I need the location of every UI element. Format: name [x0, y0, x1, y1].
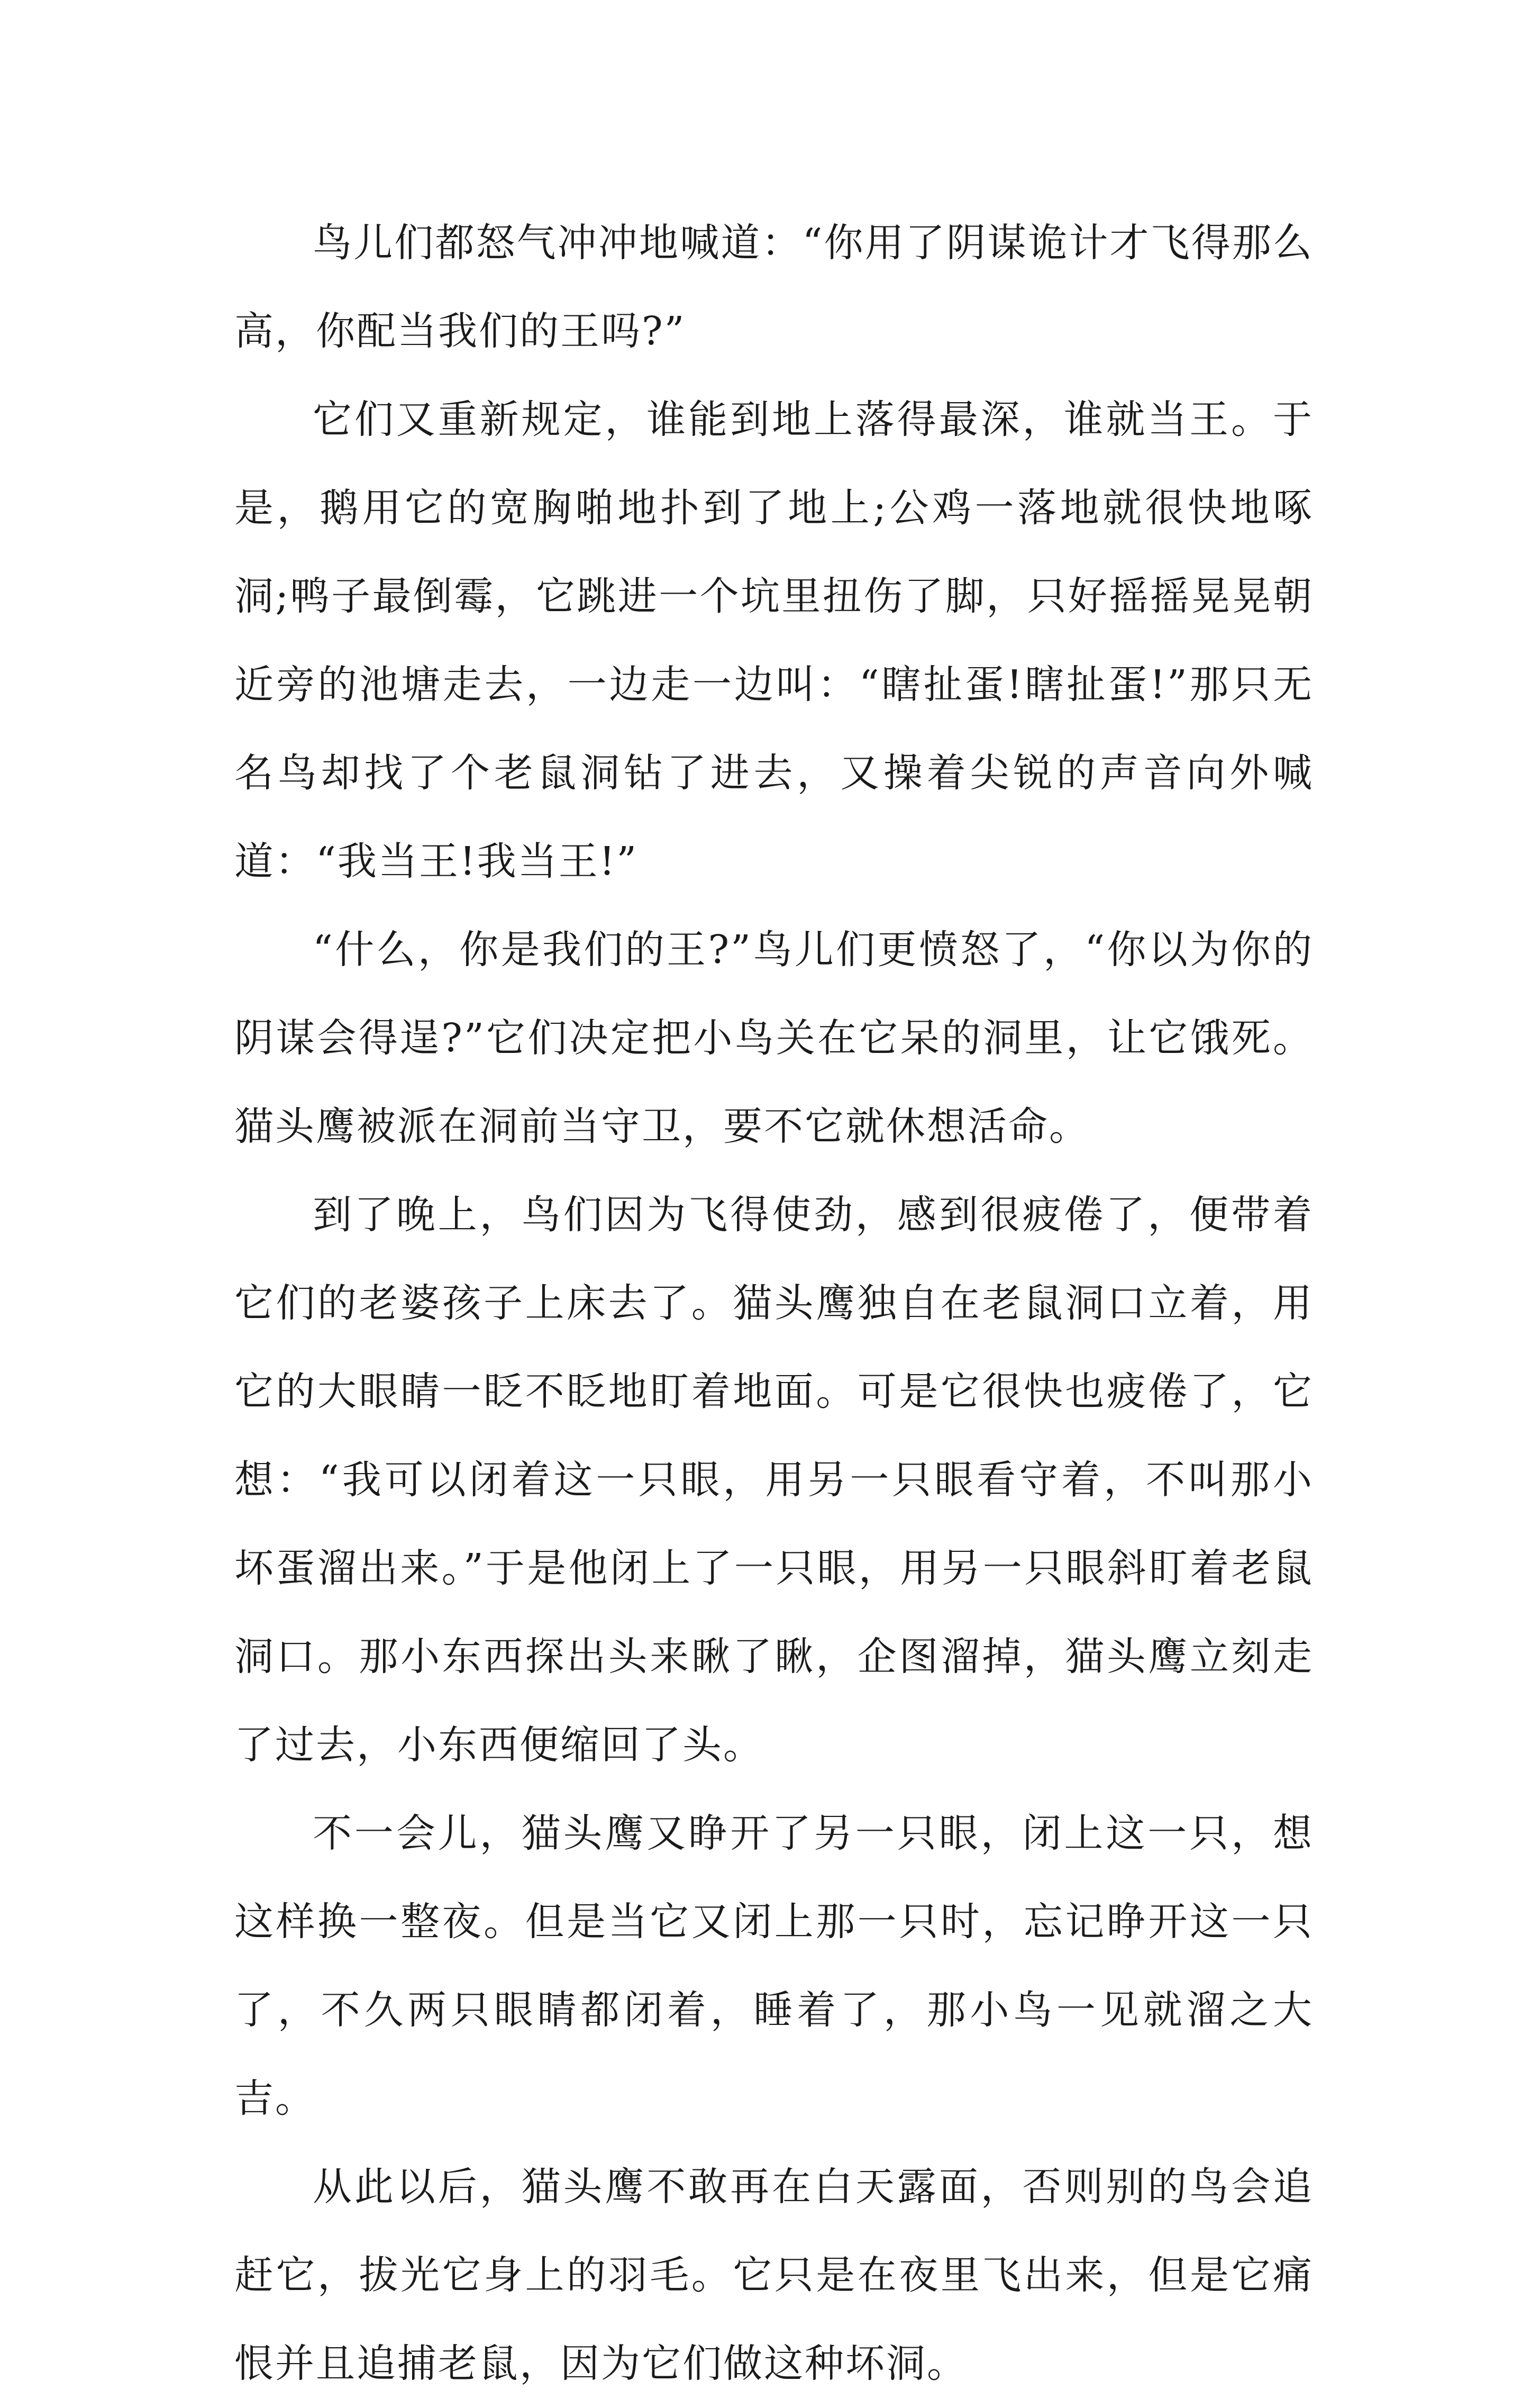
story-text [234, 199, 1314, 2408]
paragraph-4: 到了晚上，鸟们因为飞得使劲，感到很疲倦了，便带着它们的老婆孩子上床去了。猫头鹰独自在老鼠洞口立着，用它的大眼睛一眨不眨地盯着地面。可是它很快也疲倦了，它想：“我可以闭着这一只眼，用另一只眼看守着，不叫那小坏蛋溜出来。”于是他闭上了一只眼，用另一只眼斜盯着老鼠洞口。那小东西探出头来瞅了瞅，企图溜掉，猫头鹰立刻走了过去，小东西便缩回了头。 [234, 1192, 1314, 1768]
paragraph-6: 从此以后，猫头鹰不敢再在白天露面，否则别的鸟会追赶它，拔光它身上的羽毛。它只是在夜里飞出来，但是它痛恨并且追捕老鼠，因为它们做这种坏洞。 [234, 2164, 1314, 2386]
paragraph-3: “什么，你是我们的王?”鸟儿们更愤怒了，“你以为你的阴谋会得逞?”它们决定把小鸟关在它呆的洞里，让它饿死。猫头鹰被派在洞前当守卫，要不它就休想活命。 [234, 927, 1314, 1149]
paragraph-5: 不一会儿，猫头鹰又睁开了另一只眼，闭上这一只，想这样换一整夜。但是当它又闭上那一只时，忘记睁开这一只了，不久两只眼睛都闭着，睡着了，那小鸟一见就溜之大吉。 [234, 1811, 1314, 2121]
paragraph-1: 鸟儿们都怒气冲冲地喊道：“你用了阴谋诡计才飞得那么高，你配当我们的王吗?” [234, 220, 1314, 354]
paragraph-2: 它们又重新规定，谁能到地上落得最深，谁就当王。于是，鹅用它的宽胸啪地扑到了地上;公鸡一落地就很快地啄洞;鸭子最倒霉，它跳进一个坑里扭伤了脚，只好摇摇晃晃朝近旁的池塘走去，一边走一边叫：“瞎扯蛋!瞎扯蛋!”那只无名鸟却找了个老鼠洞钻了进去，又操着尖锐的声音向外喊道：“我当王!我当王!” [234, 397, 1314, 884]
